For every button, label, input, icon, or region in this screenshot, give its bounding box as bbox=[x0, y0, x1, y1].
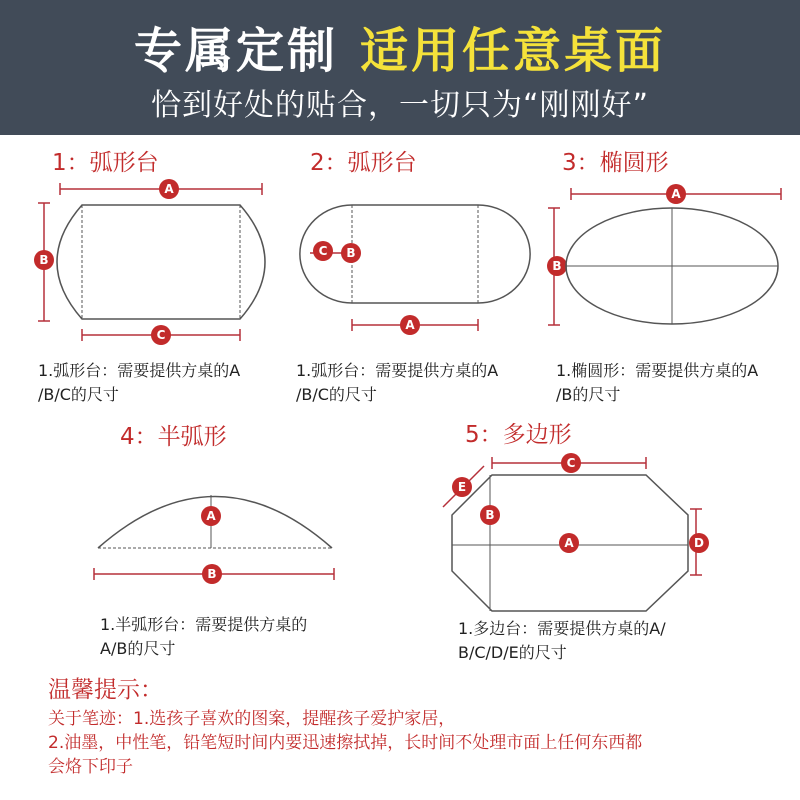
shape4-label-a: A bbox=[206, 509, 216, 523]
shape2-caption-line2: /B/C的尺寸 bbox=[296, 385, 377, 404]
shape3-diagram bbox=[547, 184, 781, 325]
shape5-label-c: C bbox=[566, 456, 576, 470]
shape1-label-c: C bbox=[156, 328, 166, 342]
shape5-label-d: D bbox=[694, 536, 704, 550]
shape3-label-a: A bbox=[671, 187, 681, 201]
shape3-label-b: B bbox=[552, 259, 562, 273]
shape1-label-b: B bbox=[39, 253, 49, 267]
shape5-diagram bbox=[443, 453, 709, 611]
shapes-panel bbox=[0, 135, 800, 800]
shape1-caption-line1: 1.弧形台：需要提供方桌的A bbox=[38, 361, 241, 380]
shape2-diagram bbox=[300, 205, 530, 335]
shape1-label-a: A bbox=[164, 182, 174, 196]
header-banner bbox=[0, 0, 800, 135]
shape1-heading: 1：弧形台 bbox=[52, 150, 159, 176]
tips-line2: 2.油墨，中性笔，铅笔短时间内要迅速擦拭掉，长时间不处理市面上任何东西都 bbox=[48, 733, 643, 753]
shape1-caption bbox=[38, 359, 240, 407]
shape5-label-b: B bbox=[485, 508, 495, 522]
shape5-label-e: E bbox=[457, 480, 467, 494]
shape4-label-b: B bbox=[207, 567, 217, 581]
shape5-heading: 5：多边形 bbox=[465, 422, 572, 448]
tips-line1: 关于笔迹：1.选孩子喜欢的图案，提醒孩子爱护家居， bbox=[48, 709, 456, 729]
shape2-caption bbox=[296, 359, 498, 407]
shape5-caption-line1: 1.多边台：需要提供方桌的A/ bbox=[458, 619, 666, 638]
shape2-label-a: A bbox=[405, 318, 415, 332]
shape2-heading: 2：弧形台 bbox=[310, 150, 417, 176]
shape2-caption-line1: 1.弧形台：需要提供方桌的A bbox=[296, 361, 499, 380]
tips-line3: 会烙下印子 bbox=[48, 757, 133, 777]
shape5-label-a: A bbox=[564, 536, 574, 550]
shape5-caption-line2: B/C/D/E的尺寸 bbox=[458, 643, 567, 662]
shape4-caption bbox=[100, 613, 307, 661]
shape1-caption-line2: /B/C的尺寸 bbox=[38, 385, 119, 404]
shape3-heading: 3：椭圆形 bbox=[562, 150, 669, 176]
shape2-label-c: C bbox=[318, 244, 328, 258]
tips-title: 温馨提示： bbox=[48, 677, 163, 703]
tips-body bbox=[48, 707, 778, 779]
shape2-label-b: B bbox=[346, 246, 356, 260]
title-right: 适用任意桌面 bbox=[360, 23, 667, 79]
shape1-diagram bbox=[34, 179, 265, 345]
shape3-caption-line2: /B的尺寸 bbox=[556, 385, 621, 404]
shape4-heading: 4：半弧形 bbox=[120, 424, 227, 450]
shape3-caption bbox=[556, 359, 758, 407]
shape4-caption-line2: A/B的尺寸 bbox=[100, 639, 176, 658]
shape5-caption bbox=[458, 617, 666, 665]
page-title bbox=[0, 22, 800, 80]
page-subtitle: 恰到好处的贴合，一切只为“刚刚好” bbox=[150, 88, 650, 123]
shape4-caption-line1: 1.半弧形台：需要提供方桌的 bbox=[100, 615, 308, 634]
shape4-diagram bbox=[94, 495, 334, 584]
title-left: 专属定制 bbox=[133, 23, 338, 79]
shape3-caption-line1: 1.椭圆形：需要提供方桌的A bbox=[556, 361, 759, 380]
